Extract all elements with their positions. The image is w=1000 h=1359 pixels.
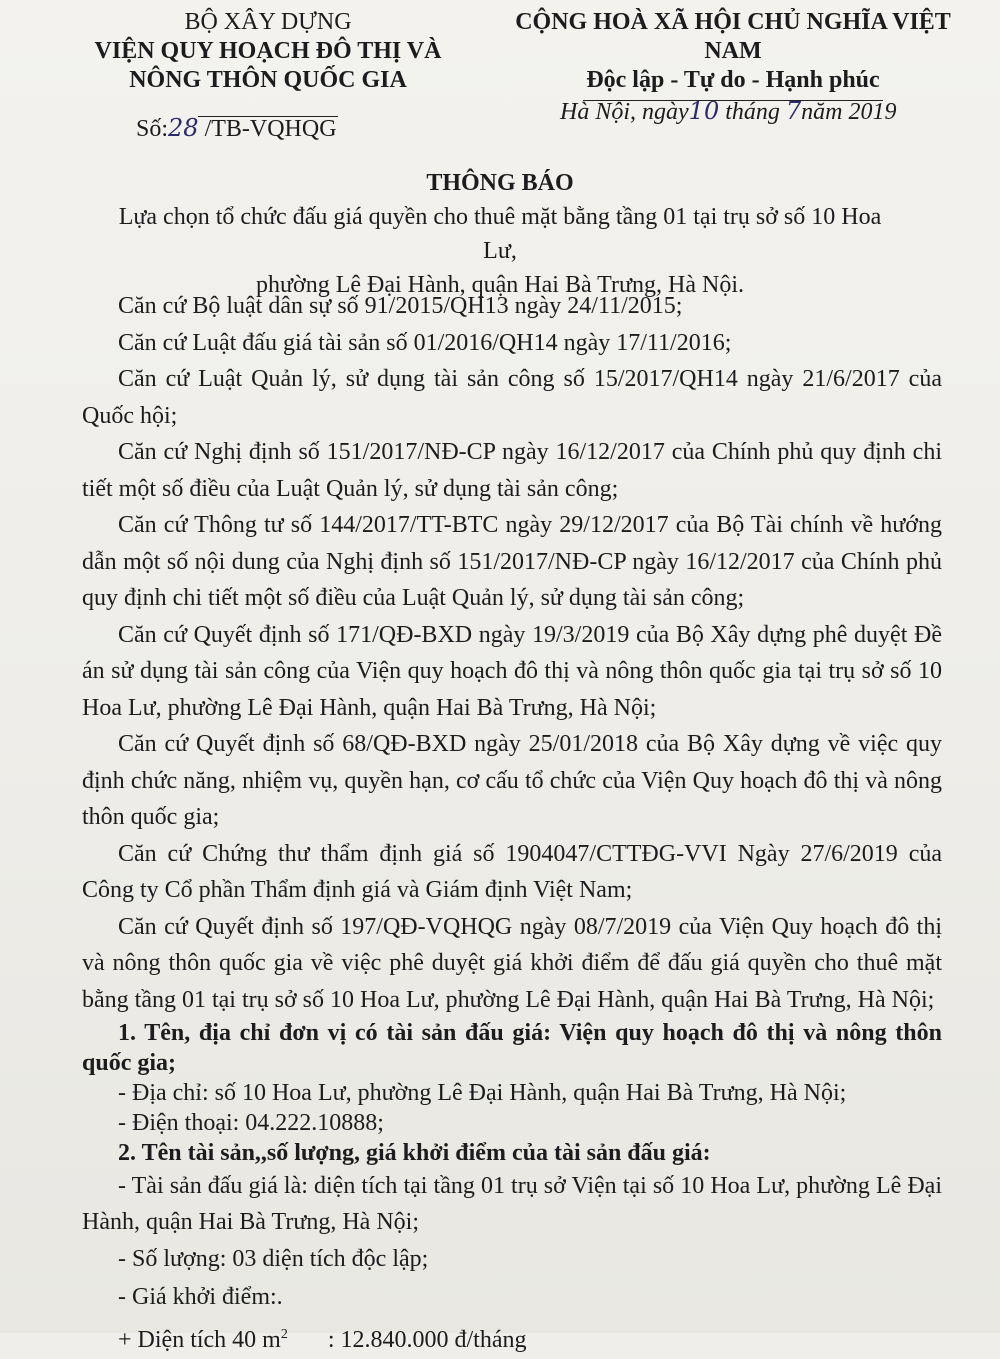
- section2-quantity: - Số lượng: 03 diện tích độc lập;: [118, 1246, 429, 1272]
- date-year: năm 2019: [801, 99, 897, 125]
- subtitle-line2: phường Lê Đại Hành, quận Hai Bà Trưng, Hà Nội.: [256, 272, 744, 298]
- issuer-block: [68, 8, 468, 117]
- legal-basis-paragraph: Căn cứ Nghị định số 151/2017/NĐ-CP ngày 16/12/2017 của Chính phủ quy định chi tiết một số điều của Luật Quản lý, sử dụng tài sản công;: [82, 439, 942, 502]
- legal-basis-paragraph: Căn cứ Luật đấu giá tài sản số 01/2016/QH14 ngày 17/11/2016;: [118, 329, 732, 356]
- legal-basis-paragraph: Căn cứ Bộ luật dân sự số 91/2015/QH13 ngày 24/11/2015;: [118, 293, 683, 319]
- national-header: [488, 8, 978, 101]
- legal-basis-paragraph: Căn cứ Luật Quản lý, sử dụng tài sản công số 15/2017/QH14 ngày 21/6/2017 của Quốc hội;: [82, 366, 942, 429]
- price-area-sup: 2: [280, 1327, 288, 1342]
- number-handwritten: 28: [168, 114, 199, 142]
- subtitle-line1: Lựa chọn tổ chức đấu giá quyền cho thuê mặt bằng tầng 01 tại trụ sở số 10 Hoa Lư,: [118, 204, 882, 264]
- number-prefix: Số:: [136, 116, 169, 142]
- section1-address: - Địa chỉ: số 10 Hoa Lư, phường Lê Đại Hành, quận Hai Bà Trưng, Hà Nội;: [118, 1080, 847, 1106]
- price-value: : 12.840.000 đ/tháng: [327, 1327, 527, 1353]
- section2-asset: - Tài sản đấu giá là: diện tích tại tầng 01 trụ sở Viện tại số 10 Hoa Lư, phường Lê Đại Hành, quận Hai Bà Trưng, Hà Nội;: [82, 1173, 942, 1235]
- date-day: 10: [688, 97, 720, 125]
- date-place: Hà Nội, ngày: [560, 99, 689, 125]
- institute-name-line1: VIỆN QUY HOẠCH ĐÔ THỊ VÀ: [94, 38, 442, 64]
- number-suffix: /TB-VQHQG: [198, 116, 337, 142]
- date-line: [560, 96, 897, 127]
- section1-phone: - Điện thoại: 04.222.10888;: [118, 1110, 384, 1136]
- document-title: THÔNG BÁO: [426, 170, 574, 196]
- legal-basis-paragraph: Căn cứ Quyết định số 197/QĐ-VQHQG ngày 08/7/2019 của Viện Quy hoạch đô thị và nông thôn quốc gia về việc phê duyệt giá khởi điểm để đấu giá quyền cho thuê mặt bằng tầng 01 tại trụ sở số 10 Hoa Lư, phường Lê Đại Hành, quận Hai Bà Trưng, Hà Nội;: [82, 913, 942, 1013]
- document-number: [136, 113, 337, 144]
- section2-heading: 2. Tên tài sản,,số lượng, giá khởi điểm của tài sản đấu giá:: [118, 1140, 711, 1166]
- country-name: CỘNG HOÀ XÃ HỘI CHỦ NGHĨA VIỆT NAM: [515, 9, 951, 64]
- legal-basis-paragraph: Căn cứ Thông tư số 144/2017/TT-BTC ngày 29/12/2017 của Bộ Tài chính về hướng dẫn một số nội dung của Nghị định số 151/2017/NĐ-CP ngày 16/12/2017 của Chính phủ quy định chi tiết một số điều của Luật Quản lý, sử dụng tài sản công;: [82, 512, 942, 611]
- section1-heading: 1. Tên, địa chỉ đơn vị có tài sản đấu giá: Viện quy hoạch đô thị và nông thôn quốc gia;: [82, 1020, 942, 1076]
- legal-basis-paragraph: Căn cứ Quyết định số 171/QĐ-BXD ngày 19/3/2019 của Bộ Xây dựng phê duyệt Đề án sử dụng tài sản công của Viện quy hoạch đô thị và nông thôn quốc gia tại trụ sở số 10 Hoa Lư, phường Lê Đại Hành, quận Hai Bà Trưng, Hà Nội;: [82, 621, 942, 721]
- document-subtitle: [100, 200, 900, 302]
- date-month: 7: [785, 97, 802, 125]
- institute-name-line2: NÔNG THÔN QUỐC GIA: [129, 67, 407, 93]
- price-area-label: + Diện tích 40 m: [118, 1327, 281, 1353]
- motto: Độc lập - Tự do - Hạnh phúc: [586, 67, 880, 93]
- date-month-word: tháng: [719, 99, 786, 125]
- legal-basis-paragraph: Căn cứ Chứng thư thẩm định giá số 1904047/CTTĐG-VVI Ngày 27/6/2019 của Công ty Cổ phần Thẩm định giá và Giám định Việt Nam;: [82, 840, 942, 903]
- section2-starting-price: - Giá khởi điểm:.: [118, 1284, 283, 1310]
- legal-basis-paragraph: Căn cứ Quyết định số 68/QĐ-BXD ngày 25/01/2018 của Bộ Xây dựng về việc quy định chức năng, nhiệm vụ, quyền hạn, cơ cấu tổ chức của Viện Quy hoạch đô thị và nông thôn quốc gia;: [82, 731, 942, 830]
- document-body: [82, 288, 942, 1359]
- price-line: [82, 1316, 942, 1359]
- ministry-name: BỘ XÂY DỰNG: [184, 9, 352, 35]
